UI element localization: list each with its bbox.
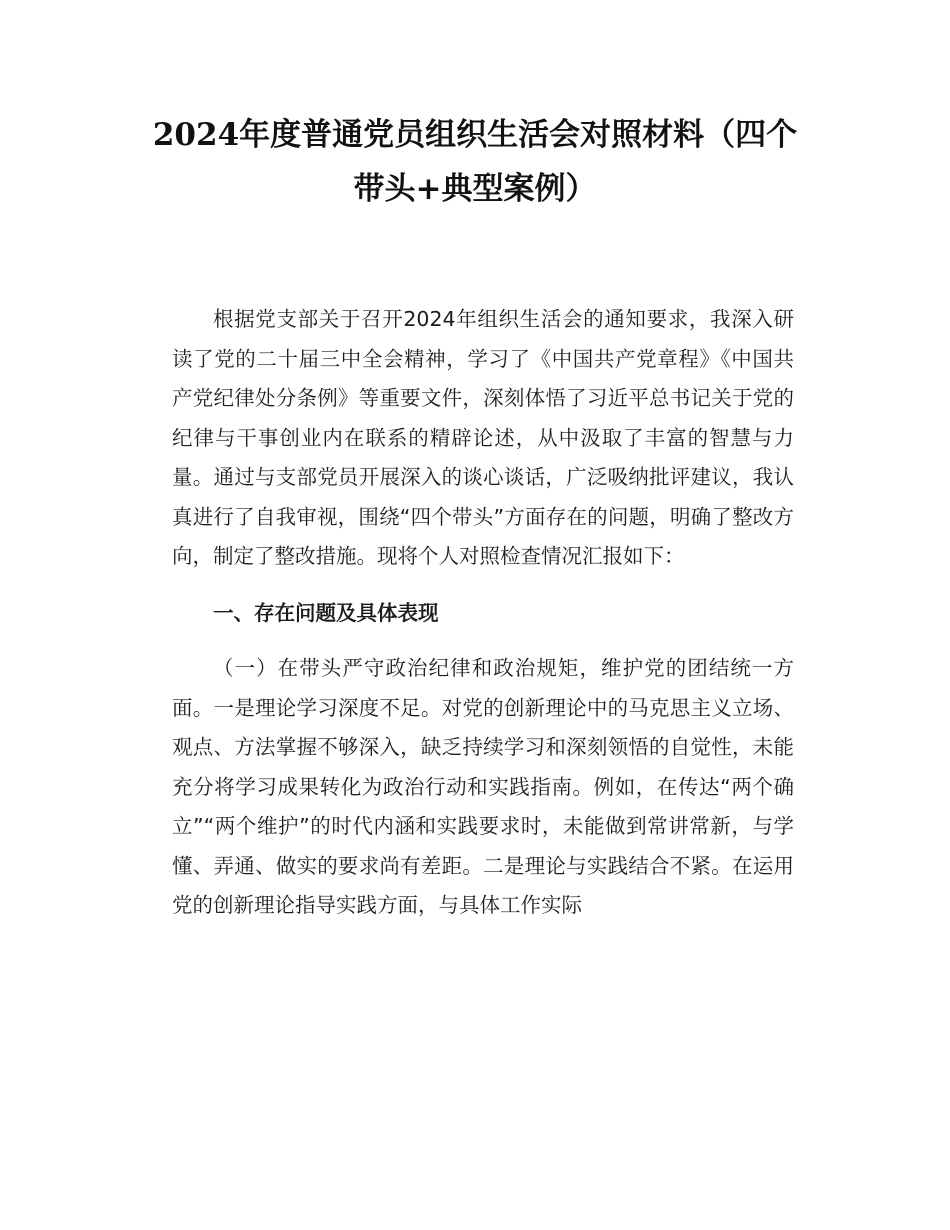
intro-paragraph: 根据党支部关于召开2024年组织生活会的通知要求，我深入研读了党的二十届三中全会精神，学习了《中国共产党章程》《中国共产党纪律处分条例》等重要文件，深刻体悟了习近平总书记关于党的纪律与干事创业内在联系的精辟论述，从中汲取了丰富的智慧与力量。通过与支部党员开展深入的谈心谈话，广泛吸纳批评建议，我认真进行了自我审视，围绕“四个带头”方面存在的问题，明确了整改方向，制定了整改措施。现将个人对照检查情况汇报如下：: [172, 307, 794, 568]
document-title: 2024年度普通党员组织生活会对照材料（四个带头+典型案例）: [152, 117, 798, 207]
section-heading: 一、存在问题及具体表现: [213, 600, 439, 625]
section-paragraph: （一）在带头严守政治纪律和政治规矩，维护党的团结统一方面。一是理论学习深度不足。对党的创新理论中的马克思主义立场、观点、方法掌握不够深入，缺乏持续学习和深刻领悟的自觉性，未能充分将学习成果转化为政治行动和实践指南。例如，在传达“两个确立”“两个维护”的时代内涵和实践要求时，未能做到常讲常新，与学懂、弄通、做实的要求尚有差距。二是理论与实践结合不紧。在运用党的创新理论指导实践方面，与具体工作实际: [172, 656, 794, 917]
document-body: [172, 300, 794, 926]
